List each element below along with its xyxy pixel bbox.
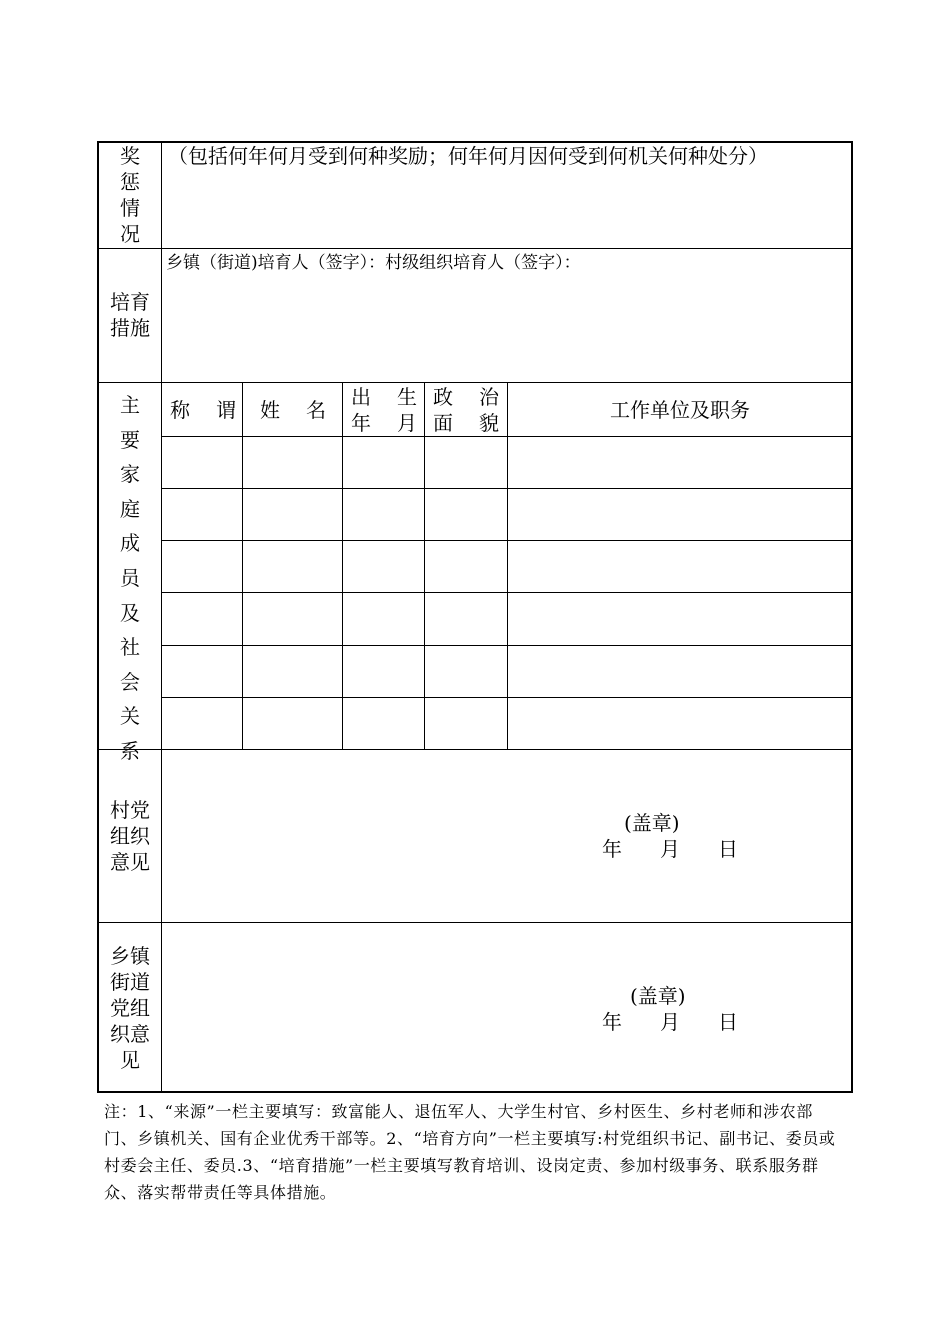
town-opinion-label-line: 见 [120,1048,140,1072]
cell-birth[interactable] [343,646,423,696]
cell-birth[interactable] [343,593,423,643]
family-label-char: 关 [120,704,140,729]
town-opinion-label [104,943,156,1073]
cell-name[interactable] [243,646,341,696]
village-opinion-field[interactable] [162,750,852,810]
village-date-day: 日 [718,837,738,861]
family-label-char: 主 [120,393,140,417]
cell-title[interactable] [162,489,241,539]
family-label-char: 要 [120,427,140,452]
cell-title[interactable] [162,593,241,643]
town-opinion-label-line: 织意 [110,1022,150,1046]
header-work: 工作单位及职务 [610,398,750,422]
cell-work[interactable] [508,437,851,487]
town-date-month: 月 [660,1010,680,1034]
cell-political[interactable] [425,698,506,748]
family-label-char: 及 [120,600,140,625]
awards-label-char: 况 [120,222,140,246]
header-birth-char: 生 [397,385,417,409]
village-opinion-label-line: 组织 [110,824,150,848]
town-opinion-label-line: 乡镇 [110,944,150,968]
header-birth-char: 年 [351,411,371,435]
cell-work[interactable] [508,646,851,696]
header-political-char: 面 [433,411,453,435]
cell-political[interactable] [425,541,506,591]
town-date [602,1012,738,1032]
village-date [602,839,738,859]
village-opinion-label-line: 村党 [110,798,150,822]
town-opinion-field[interactable] [162,923,852,981]
cell-birth[interactable] [343,489,423,539]
cell-political[interactable] [425,646,506,696]
header-name [260,397,326,423]
village-seal: (盖章) [624,811,680,835]
cell-work[interactable] [508,541,851,591]
header-political [433,384,499,436]
cell-political[interactable] [425,593,506,643]
cell-work[interactable] [508,489,851,539]
town-seal: (盖章) [630,984,686,1008]
cell-birth[interactable] [343,541,423,591]
village-date-month: 月 [660,837,680,861]
cell-name[interactable] [243,593,341,643]
family-label-char: 系 [120,738,140,763]
village-opinion-label [104,797,156,875]
family-label-char: 成 [120,531,140,556]
family-label-char: 庭 [120,496,140,521]
header-name-char: 名 [306,398,326,422]
family-label-char: 家 [120,462,140,487]
cell-title[interactable] [162,541,241,591]
section-divider-awards [98,248,852,249]
training-content-field[interactable] [162,280,852,381]
cell-title[interactable] [162,437,241,487]
cell-name[interactable] [243,489,341,539]
awards-label-char: 情 [120,196,140,220]
training-label-line: 措施 [110,316,150,340]
section-divider-training [98,382,852,383]
training-label-line: 培育 [110,290,150,314]
header-title-char: 称 [170,398,190,422]
header-title [170,397,236,423]
town-opinion-label-line: 党组 [110,996,150,1020]
cell-political[interactable] [425,437,506,487]
family-label-char: 员 [120,565,140,590]
header-title-char: 谓 [216,398,236,422]
header-birth-char: 月 [397,411,417,435]
town-date-year: 年 [602,1010,622,1034]
cell-birth[interactable] [343,437,423,487]
training-signers: 乡镇（街道)培育人（签字）：村级组织培育人（签字）： [166,253,581,273]
cell-work[interactable] [508,593,851,643]
awards-label-char: 奖 [120,144,140,168]
town-opinion-label-line: 街道 [110,970,150,994]
cell-title[interactable] [162,698,241,748]
cell-political[interactable] [425,489,506,539]
header-political-char: 政 [433,385,453,409]
awards-label-char: 惩 [120,170,140,194]
cell-name[interactable] [243,437,341,487]
header-name-char: 姓 [260,398,280,422]
family-label [118,388,142,769]
training-label [104,289,156,341]
cell-work[interactable] [508,698,851,748]
header-birth-char: 出 [351,385,371,409]
header-political-char: 治 [479,385,499,409]
village-opinion-label-line: 意见 [110,850,150,874]
village-date-year: 年 [602,837,622,861]
awards-content-field[interactable] [162,172,852,247]
cell-title[interactable] [162,646,241,696]
footnote: 注：1、“来源”一栏主要填写：致富能人、退伍军人、大学生村官、乡村医生、乡村老师和涉农部门、乡镇机关、国有企业优秀干部等。2、“培育方向”一栏主要填写:村党组织书记、副书记、委员或村委会主任、委员.3、“培育措施”一栏主要填写教育培训、设岗定责、参加村级事务、联系服务群众、落实帮带责任等具体措施。 [104,1102,836,1202]
family-label-char: 社 [120,635,140,660]
header-political-char: 貌 [479,411,499,435]
cell-birth[interactable] [343,698,423,748]
town-date-day: 日 [718,1010,738,1034]
cell-name[interactable] [243,541,341,591]
awards-hint: （包括何年何月受到何种奖励；何年何月因何受到何机关何种处分） [168,144,768,168]
family-label-char: 会 [120,669,140,694]
awards-label [118,143,142,247]
header-birth [351,384,417,436]
cell-name[interactable] [243,698,341,748]
